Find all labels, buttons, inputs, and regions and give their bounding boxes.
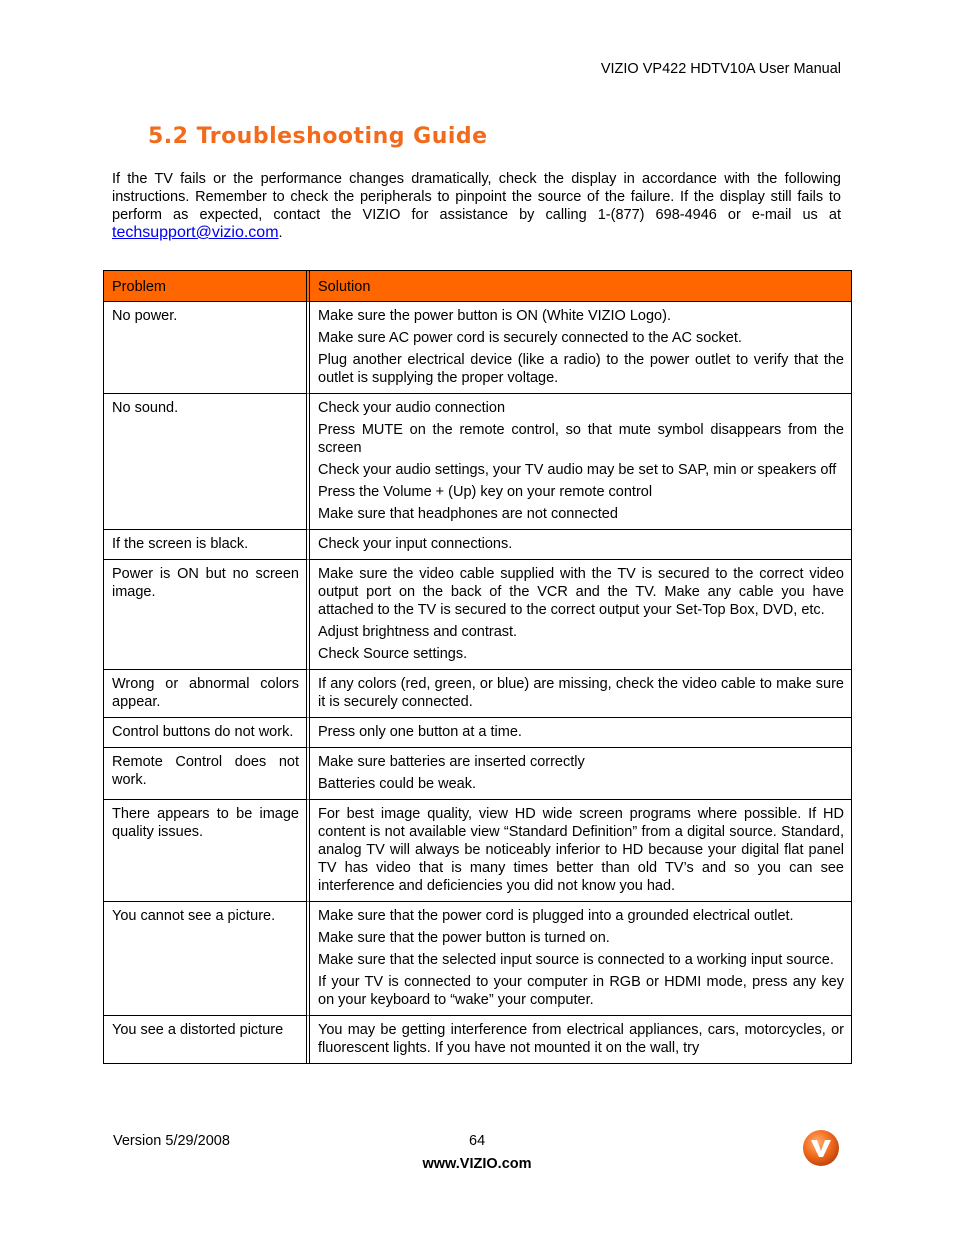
table-row	[104, 560, 851, 670]
problem-cell: Remote Control does not work.	[104, 748, 310, 800]
page-number: 64	[469, 1133, 486, 1149]
problem-column-header: Problem	[104, 271, 310, 302]
solution-cell	[310, 1016, 851, 1063]
solution-cell	[310, 394, 851, 530]
solution-line: Make sure that the selected input source is connected to a working input source.	[318, 952, 834, 968]
table-row	[104, 748, 851, 800]
table-row	[104, 800, 851, 902]
solution-cell	[310, 530, 851, 560]
solution-line: If any colors (red, green, or blue) are missing, check the video cable to make sure it is securely connected.	[318, 676, 844, 710]
problem-cell: Power is ON but no screen image.	[104, 560, 310, 670]
solution-line: Check your audio settings, your TV audio may be set to SAP, min or speakers off	[318, 462, 837, 478]
solution-cell	[310, 302, 851, 394]
solution-line: Press MUTE on the remote control, so that mute symbol disappears from the screen	[318, 422, 844, 456]
problem-cell: There appears to be image quality issues.	[104, 800, 310, 902]
solution-line: Adjust brightness and contrast.	[318, 624, 518, 640]
table-row	[104, 902, 851, 1016]
solution-line: If your TV is connected to your computer in RGB or HDMI mode, press any key on your keyboard to “wake” your computer.	[318, 974, 844, 1008]
problem-cell: Control buttons do not work.	[104, 718, 310, 748]
footer-version: Version 5/29/2008	[113, 1133, 230, 1149]
manual-title: VIZIO VP422 HDTV10A User Manual	[600, 61, 841, 77]
table-header-row	[104, 271, 851, 302]
solution-cell	[310, 748, 851, 800]
solution-line: Press the Volume + (Up) key on your remote control	[318, 484, 653, 500]
intro-paragraph	[112, 170, 841, 242]
solution-cell	[310, 560, 851, 670]
problem-cell: No power.	[104, 302, 310, 394]
solution-cell	[310, 800, 851, 902]
solution-cell	[310, 902, 851, 1016]
solution-line: Make sure that the power button is turned on.	[318, 930, 610, 946]
table-row	[104, 718, 851, 748]
solution-line: Make sure that headphones are not connected	[318, 506, 618, 522]
solution-line: Make sure the video cable supplied with the TV is secured to the correct video output port on the back of the VCR and the TV. Make any cable you have attached to the TV is secured to the correct output your Set-Top Box, DVD, etc.	[318, 566, 844, 618]
solution-line: Make sure AC power cord is securely connected to the AC socket.	[318, 330, 742, 346]
vizio-v-logo-icon	[802, 1129, 840, 1167]
problem-cell: No sound.	[104, 394, 310, 530]
problem-cell: If the screen is black.	[104, 530, 310, 560]
footer-url: www.VIZIO.com	[422, 1156, 532, 1172]
solution-line: Check your input connections.	[318, 536, 513, 552]
intro-end: .	[278, 225, 283, 241]
table-row	[104, 302, 851, 394]
solution-line: Make sure the power button is ON (White VIZIO Logo).	[318, 308, 671, 324]
table-row	[104, 530, 851, 560]
intro-text: If the TV fails or the performance changes dramatically, check the display in accordance with the following instructions. Remember to check the peripherals to pinpoint the source of the failure. If the display still fails to perform as expected, contact the VIZIO for assistance by calling 1-(877) 698-4946 or e-mail us at	[112, 171, 841, 223]
solution-line: For best image quality, view HD wide screen programs where possible. If HD content is not available view “Standard Definition” from a digital source. Standard, analog TV will always be noticeably inferior to HD because your digital flat panel TV has video that is many times better than old TV’s and so you can see interference and deficiencies you did not know you had.	[318, 806, 844, 894]
solution-line: Check Source settings.	[318, 646, 468, 662]
solution-line: Check your audio connection	[318, 400, 506, 416]
solution-line: Press only one button at a time.	[318, 724, 522, 740]
solution-line: You may be getting interference from electrical appliances, cars, motorcycles, or fluorescent lights. If you have not mounted it on the wall, try	[318, 1022, 844, 1056]
table-row	[104, 670, 851, 718]
troubleshooting-table	[103, 270, 852, 1064]
solution-line: Make sure that the power cord is plugged into a grounded electrical outlet.	[318, 908, 794, 924]
section-heading: 5.2 Troubleshooting Guide	[148, 124, 488, 149]
table-row	[104, 1016, 851, 1063]
solution-line: Batteries could be weak.	[318, 776, 476, 792]
solution-cell	[310, 718, 851, 748]
solution-column-header: Solution	[310, 271, 851, 302]
solution-cell	[310, 670, 851, 718]
table-row	[104, 394, 851, 530]
support-email-link[interactable]: techsupport@vizio.com	[112, 224, 279, 241]
problem-cell: Wrong or abnormal colors appear.	[104, 670, 310, 718]
problem-cell: You see a distorted picture	[104, 1016, 310, 1063]
table-body	[104, 302, 851, 1063]
solution-line: Plug another electrical device (like a radio) to the power outlet to verify that the outlet is supplying the proper voltage.	[318, 352, 844, 386]
problem-cell: You cannot see a picture.	[104, 902, 310, 1016]
solution-line: Make sure batteries are inserted correctly	[318, 754, 585, 770]
